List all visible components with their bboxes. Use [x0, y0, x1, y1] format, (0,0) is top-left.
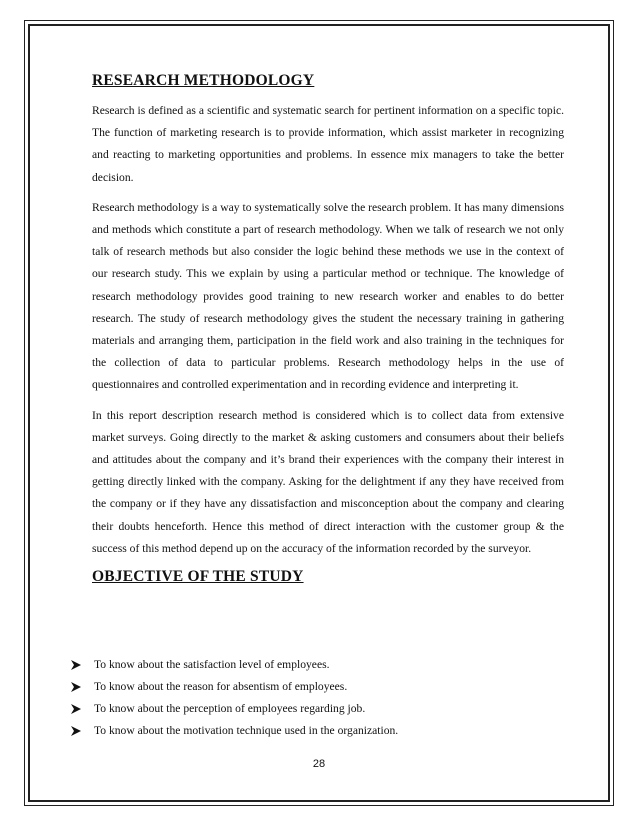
paragraph-report-method: In this report description research method is considered which is to collect data from extensive market surveys. Going directly to the market & asking customers and consumers about their beliefs and attitudes about the company and it’s brand their experiences with the company their interest in getting directly linked with the company. Asking for the delightment if any they have received from the company or if they have any dissatisfaction and misconception about the company and clearing their doubts henceforth. Hence this method of direct interaction with the customer group & the success of this method depend up on the accuracy of the information recorded by the surveyor.: [92, 408, 564, 555]
arrow-bullet-icon: [70, 725, 82, 737]
list-item-text: To know about the perception of employees regarding job.: [94, 702, 366, 715]
arrow-bullet-icon: [70, 659, 82, 671]
arrow-bullet-icon: [70, 681, 82, 693]
section-heading-research-methodology: RESEARCH METHODOLOGY: [92, 72, 315, 89]
arrow-bullet-icon: [70, 703, 82, 715]
paragraph-methodology: Research methodology is a way to systematically solve the research problem. It has many dimensions and methods which constitute a part of research methodology. When we talk of research we not only talk of research methods but also consider the logic behind these methods we use in the context of our research study. This we explain by using a particular method or technique. The knowledge of research methodology provides good training to new research worker and enables to do better research. The study of research methodology gives the student the necessary training in gathering materials and arranging them, participation in the field work and also training in the techniques for the collection of data to particular problems. Research methodology helps in the use of questionnaires and controlled experimentation and in recording evidence and interpreting it.: [92, 200, 564, 392]
section-heading-objective: OBJECTIVE OF THE STUDY: [92, 568, 304, 586]
paragraph-definition: Research is defined as a scientific and systematic search for pertinent information on a specific topic. The function of marketing research is to provide information, which assist marketer in recognizing and reacting to marketing opportunities and problems. In essence mix managers to take the better decision.: [92, 104, 564, 184]
document-body: [92, 72, 564, 598]
objective-list: [70, 654, 570, 742]
list-item: [70, 720, 570, 742]
list-item-text: To know about the reason for absentism of employees.: [94, 680, 348, 693]
list-item-text: To know about the motivation technique used in the organization.: [94, 724, 399, 737]
list-item: [70, 654, 570, 676]
list-item: [70, 676, 570, 698]
list-item-text: To know about the satisfaction level of employees.: [94, 658, 330, 671]
page-number: 28: [312, 758, 326, 770]
list-item: [70, 698, 570, 720]
